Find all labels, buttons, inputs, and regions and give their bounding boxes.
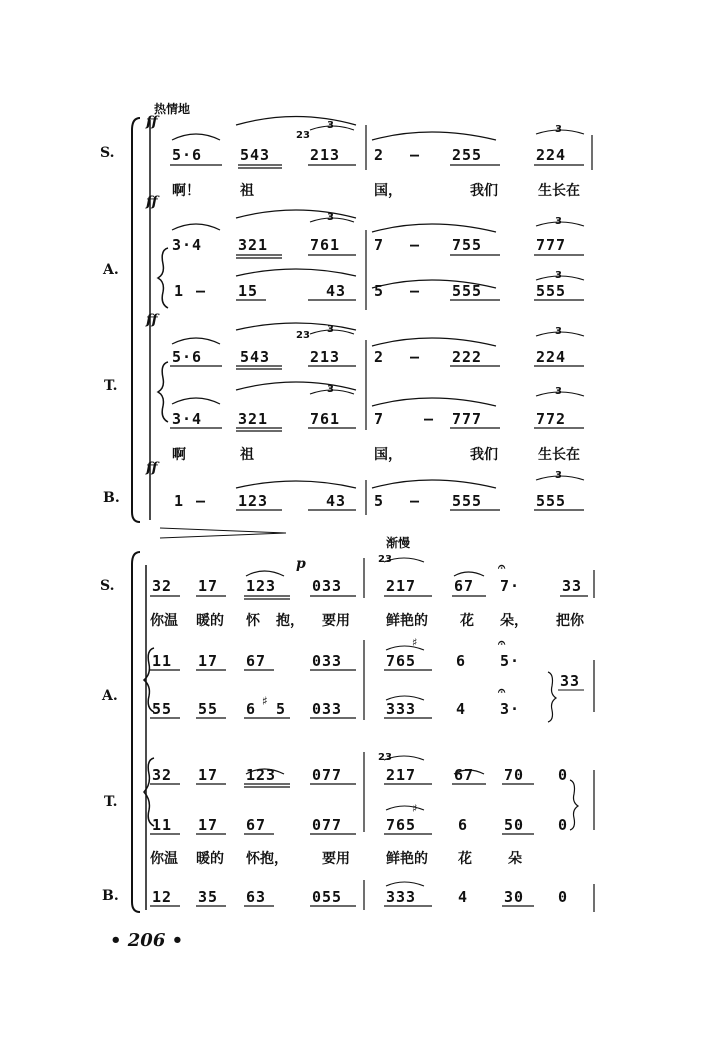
- lyric: 我们: [470, 183, 498, 199]
- lyric: 祖: [240, 183, 254, 199]
- note-group: 765: [386, 652, 417, 670]
- lyric: 国，: [374, 447, 402, 463]
- note-group: 0: [558, 766, 569, 784]
- lyric: 啊: [172, 447, 186, 463]
- note-group: 3·4: [172, 236, 203, 254]
- triplet-mark: 3: [555, 216, 562, 227]
- note-group: 11: [152, 652, 173, 670]
- lyric: 祖: [240, 447, 254, 463]
- note-group: 43: [326, 492, 347, 510]
- note-group: 5: [276, 700, 287, 718]
- dynamic-p: p: [296, 556, 306, 572]
- lyric: 要用: [322, 613, 350, 629]
- note-group: 17: [198, 652, 219, 670]
- note-group: 7: [374, 410, 385, 428]
- note-group: 055: [312, 888, 343, 906]
- note-group: 32: [152, 577, 173, 595]
- note-group: —: [410, 236, 421, 254]
- note-group: 033: [312, 577, 343, 595]
- note-group: 777: [452, 410, 483, 428]
- note-group: 321: [238, 236, 269, 254]
- sharp-icon: ♯: [412, 802, 418, 815]
- note-group: 555: [536, 492, 567, 510]
- note-group: 67: [246, 816, 267, 834]
- triplet-mark: 3: [327, 324, 334, 335]
- note-group: 63: [246, 888, 267, 906]
- fermata-icon: 𝄐: [498, 636, 506, 651]
- note-group: 11: [152, 816, 173, 834]
- expression-marking: 热情地: [154, 102, 191, 116]
- note-group: 333: [386, 888, 417, 906]
- lyric: 朵: [508, 851, 522, 867]
- part-label-soprano: S.: [100, 578, 115, 594]
- note-group: 32: [152, 766, 173, 784]
- note-group: 217: [386, 766, 417, 784]
- part-label-soprano: S.: [100, 145, 115, 161]
- lyric: 我们: [470, 447, 498, 463]
- note-group: 033: [312, 700, 343, 718]
- note-group: 033: [312, 652, 343, 670]
- note-group: —: [410, 492, 421, 510]
- sharp-icon: ♯: [262, 694, 268, 708]
- lyric: 生长在: [538, 183, 580, 199]
- lyric: 花: [460, 613, 474, 629]
- note-group: 2: [374, 348, 385, 366]
- note-group: 0: [558, 888, 569, 906]
- note-group: 55: [152, 700, 173, 718]
- note-group: 5·6: [172, 146, 203, 164]
- note-group: 50: [504, 816, 525, 834]
- note-group: 224: [536, 146, 567, 164]
- grace-note: 23: [296, 330, 310, 341]
- grace-note: 23: [296, 130, 310, 141]
- dynamic-ff: ff: [146, 460, 158, 476]
- note-group: 67: [246, 652, 267, 670]
- note-group: 5·6: [172, 348, 203, 366]
- note-group: 43: [326, 282, 347, 300]
- note-group: 33: [560, 672, 581, 690]
- note-group: 555: [452, 282, 483, 300]
- note-group: 30: [504, 888, 525, 906]
- note-group: 17: [198, 577, 219, 595]
- note-group: 55: [198, 700, 219, 718]
- note-group: 3·: [500, 700, 521, 718]
- dynamic-ff: ff: [146, 114, 158, 130]
- note-group: 1: [174, 492, 185, 510]
- triplet-mark: 3: [327, 212, 334, 223]
- lyric: 鲜艳的: [386, 613, 428, 629]
- note-group: 555: [536, 282, 567, 300]
- note-group: —: [410, 282, 421, 300]
- part-label-alto: A.: [102, 688, 118, 704]
- note-group: 5·: [500, 652, 521, 670]
- note-group: —: [424, 410, 435, 428]
- note-group: 15: [238, 282, 259, 300]
- note-group: 33: [562, 577, 583, 595]
- note-group: 077: [312, 766, 343, 784]
- note-group: 4: [456, 700, 467, 718]
- dynamic-ff: ff: [146, 194, 158, 210]
- tempo-marking: 渐慢: [386, 536, 411, 550]
- note-group: 765: [386, 816, 417, 834]
- note-group: 17: [198, 816, 219, 834]
- note-group: —: [196, 282, 207, 300]
- note-group: 67: [454, 577, 475, 595]
- note-group: 17: [198, 766, 219, 784]
- note-group: 772: [536, 410, 567, 428]
- note-group: 761: [310, 236, 341, 254]
- lyric: 国，: [374, 183, 402, 199]
- fermata-icon: 𝄐: [498, 684, 506, 699]
- triplet-mark: 3: [555, 386, 562, 397]
- part-label-alto: A.: [103, 262, 119, 278]
- note-group: 123: [238, 492, 269, 510]
- note-group: 555: [452, 492, 483, 510]
- note-group: 0: [558, 816, 569, 834]
- note-group: 7·: [500, 577, 521, 595]
- triplet-mark: 3: [555, 470, 562, 481]
- part-label-tenor: T.: [104, 794, 118, 810]
- lyric: 怀抱，: [246, 851, 288, 867]
- lyric: 要用: [322, 851, 350, 867]
- note-group: 6: [246, 700, 257, 718]
- triplet-mark: 3: [327, 384, 334, 395]
- lyric: 暖的: [196, 613, 224, 629]
- lyric: 把你: [556, 613, 584, 629]
- lyric: 怀: [246, 613, 260, 629]
- note-group: 213: [310, 348, 341, 366]
- note-group: 2: [374, 146, 385, 164]
- note-group: 70: [504, 766, 525, 784]
- lyric: 朵，: [500, 613, 528, 629]
- note-group: 217: [386, 577, 417, 595]
- note-group: 5: [374, 282, 385, 300]
- sharp-icon: ♯: [412, 636, 418, 649]
- triplet-mark: 3: [327, 120, 334, 131]
- part-label-bass: B.: [102, 888, 119, 904]
- note-group: —: [410, 146, 421, 164]
- note-group: 6: [458, 816, 469, 834]
- triplet-mark: 3: [555, 124, 562, 135]
- lyric: 鲜艳的: [386, 851, 428, 867]
- note-group: 543: [240, 348, 271, 366]
- dynamic-ff: ff: [146, 312, 158, 328]
- lyric: 抱，: [276, 613, 304, 629]
- note-group: 3·4: [172, 410, 203, 428]
- lyric: 啊！: [172, 183, 200, 199]
- note-group: 213: [310, 146, 341, 164]
- note-group: 123: [246, 766, 277, 784]
- note-group: —: [410, 348, 421, 366]
- note-group: 222: [452, 348, 483, 366]
- note-group: 224: [536, 348, 567, 366]
- grace-note: 23: [378, 554, 392, 565]
- triplet-mark: 3: [555, 270, 562, 281]
- note-group: 12: [152, 888, 173, 906]
- note-group: 67: [454, 766, 475, 784]
- note-group: 777: [536, 236, 567, 254]
- triplet-mark: 3: [555, 326, 562, 337]
- grace-note: 23: [378, 752, 392, 763]
- note-group: 077: [312, 816, 343, 834]
- note-group: 5: [374, 492, 385, 510]
- note-group: 123: [246, 577, 277, 595]
- lyric: 暖的: [196, 851, 224, 867]
- lyric: 你温: [150, 613, 178, 629]
- part-label-tenor: T.: [104, 378, 118, 394]
- note-group: 6: [456, 652, 467, 670]
- note-group: 4: [458, 888, 469, 906]
- note-group: 761: [310, 410, 341, 428]
- note-group: 7: [374, 236, 385, 254]
- note-group: 755: [452, 236, 483, 254]
- lyric: 生长在: [538, 447, 580, 463]
- page-number: • 206 •: [110, 930, 184, 951]
- note-group: 333: [386, 700, 417, 718]
- note-group: 255: [452, 146, 483, 164]
- fermata-icon: 𝄐: [498, 560, 506, 575]
- note-group: 543: [240, 146, 271, 164]
- note-group: 35: [198, 888, 219, 906]
- part-label-bass: B.: [103, 490, 120, 506]
- note-group: 321: [238, 410, 269, 428]
- note-group: —: [196, 492, 207, 510]
- note-group: 1: [174, 282, 185, 300]
- lyric: 你温: [150, 851, 178, 867]
- lyric: 花: [458, 851, 472, 867]
